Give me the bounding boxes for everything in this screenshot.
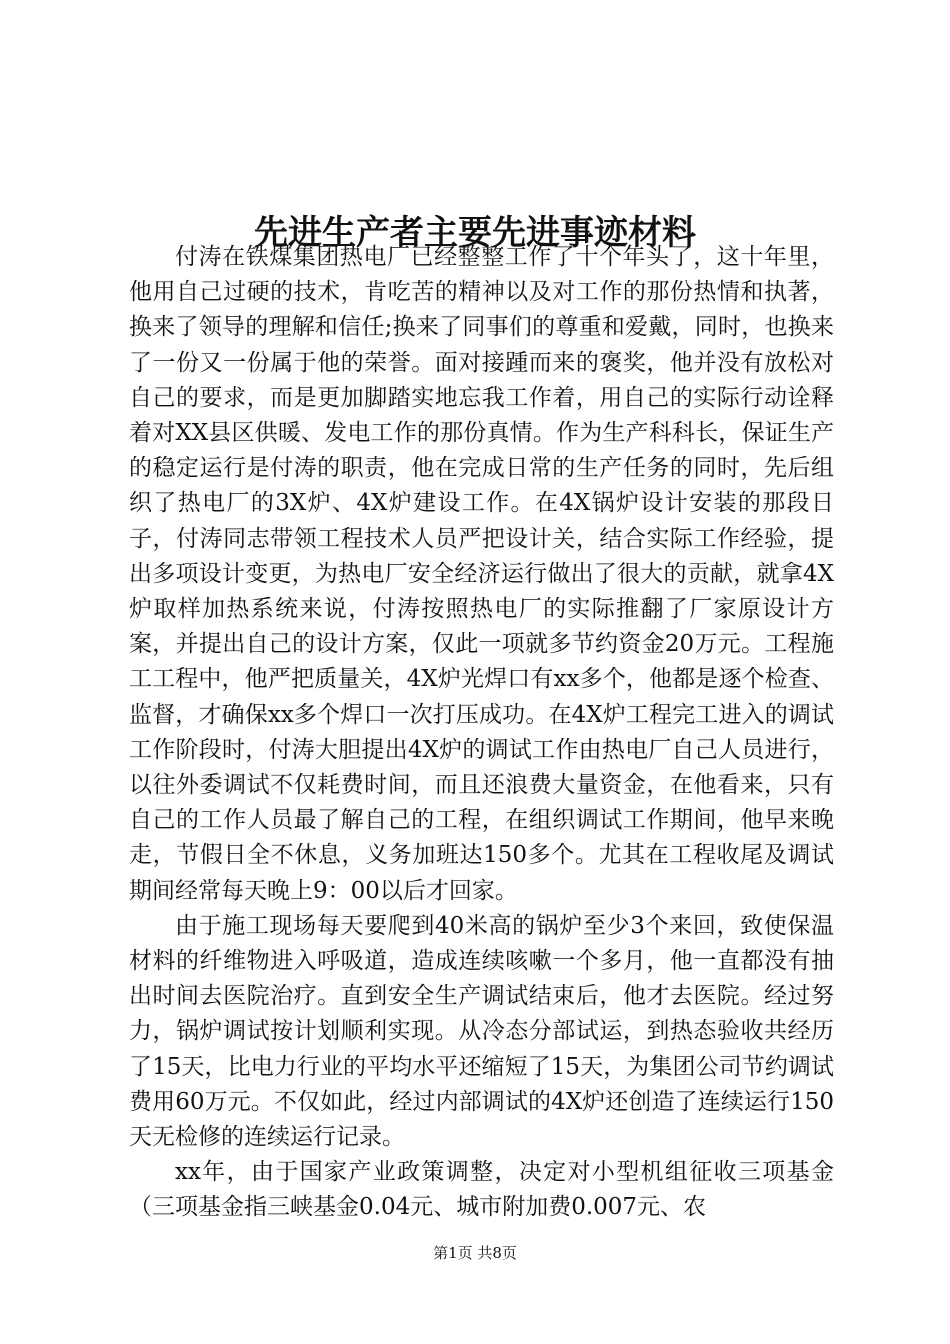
paragraph-2: 由于施工现场每天要爬到40米高的锅炉至少3个来回，致使保温材料的纤维物进入呼吸道，造成连续咳嗽一个多月，他一直都没有抽出时间去医院治疗。直到安全生产调试结束后，他才去医院。经过努力，锅炉调试按计划顺利实现。从冷态分部试运，到热态验收共经历了15天，比电力行业的平均水平还缩短了15天，为集团公司节约调试费用60万元。不仅如此，经过内部调试的4X炉还创造了连续运行150天无检修的连续运行记录。 bbox=[129, 912, 834, 1151]
document-title: 先进生产者主要先进事迹材料 bbox=[254, 212, 696, 253]
document-body bbox=[129, 240, 834, 1221]
paragraph-1: 付涛在铁煤集团热电厂已经整整工作了十个年头了，这十年里，他用自己过硬的技术，肯吃苦的精神以及对工作的那份热情和执著，换来了领导的理解和信任;换来了同事们的尊重和爱戴，同时，也换来了一份又一份属于他的荣誉。面对接踵而来的褒奖，他并没有放松对自己的要求，而是更加脚踏实地忘我工作着，用自己的实际行动诠释着对XX县区供暖、发电工作的那份真情。作为生产科科长，保证生产的稳定运行是付涛的职责，他在完成日常的生产任务的同时，先后组织了热电厂的3X炉、4X炉建设工作。在4X锅炉设计安装的那段日子，付涛同志带领工程技术人员严把设计关，结合实际工作经验，提出多项设计变更，为热电厂安全经济运行做出了很大的贡献，就拿4X炉取样加热系统来说，付涛按照热电厂的实际推翻了厂家原设计方案，并提出自己的设计方案，仅此一项就多节约资金20万元。工程施工工程中，他严把质量关，4X炉光焊口有xx多个，他都是逐个检查、监督，才确保xx多个焊口一次打压成功。在4X炉工程完工进入的调试工作阶段时，付涛大胆提出4X炉的调试工作由热电厂自己人员进行，以往外委调试不仅耗费时间，而且还浪费大量资金，在他看来，只有自己的工作人员最了解自己的工程，在组织调试工作期间，他早来晚走，节假日全不休息，义务加班达150多个。尤其在工程收尾及调试期间经常每天晚上9：00以后才回家。 bbox=[129, 244, 834, 904]
page-number-footer: 第1页 共8页 bbox=[433, 1244, 517, 1262]
paragraph-3: xx年，由于国家产业政策调整，决定对小型机组征收三项基金（三项基金指三峡基金0.04元、城市附加费0.007元、农 bbox=[129, 1159, 834, 1221]
